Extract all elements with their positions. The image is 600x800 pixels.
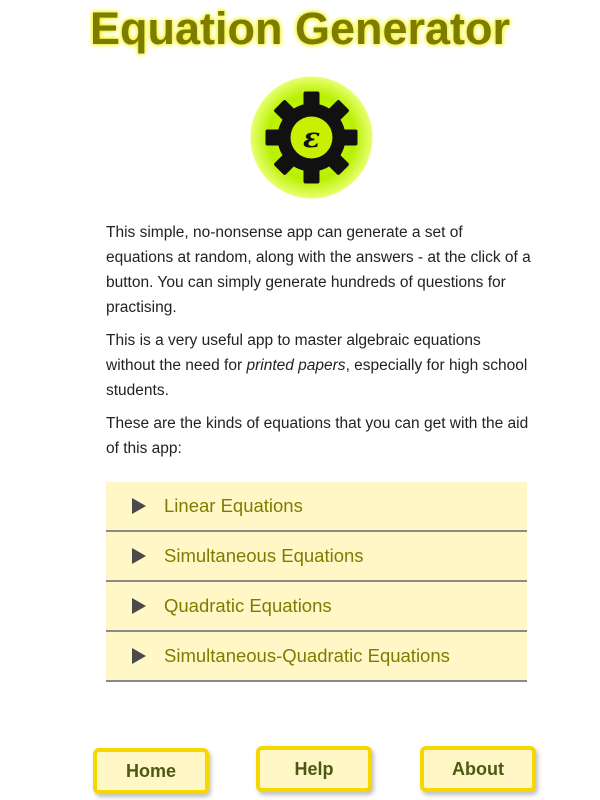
- equation-types-list: [106, 482, 527, 682]
- intro-paragraph-2: [106, 328, 534, 403]
- gear-logo-icon: [249, 75, 374, 200]
- expand-arrow-icon: [132, 498, 146, 514]
- expand-arrow-icon: [132, 598, 146, 614]
- equation-type-label: Simultaneous-Quadratic Equations: [164, 645, 450, 666]
- equation-type-label: Quadratic Equations: [164, 595, 332, 616]
- intro-paragraph-1: This simple, no-nonsense app can generate a set of equations at random, along with the answers - at the click of a button. You can simply generate hundreds of questions for practising.: [106, 224, 531, 316]
- help-button[interactable]: Help: [256, 746, 372, 792]
- intro-paragraph-2-italic: printed papers: [246, 357, 346, 374]
- equation-type-simultaneous-quadratic[interactable]: [106, 632, 527, 682]
- intro-paragraph-2-start: This is a very useful app to master algebraic equations without the need for: [106, 332, 481, 374]
- about-button[interactable]: About: [420, 746, 536, 792]
- equation-type-linear[interactable]: [106, 482, 527, 532]
- expand-arrow-icon: [132, 548, 146, 564]
- equation-type-label: Linear Equations: [164, 495, 303, 516]
- app-title: Equation Generator: [89, 3, 511, 54]
- home-button[interactable]: Home: [93, 748, 209, 794]
- intro-paragraph-2-end: , especially for high school students.: [106, 357, 528, 399]
- logo-glyph: ε: [302, 121, 321, 154]
- equation-type-label: Simultaneous Equations: [164, 545, 364, 566]
- equation-type-quadratic[interactable]: [106, 582, 527, 632]
- equation-type-simultaneous[interactable]: [106, 532, 527, 582]
- intro-text: [106, 220, 534, 469]
- intro-paragraph-3: These are the kinds of equations that you can get with the aid of this app:: [106, 415, 529, 457]
- expand-arrow-icon: [132, 648, 146, 664]
